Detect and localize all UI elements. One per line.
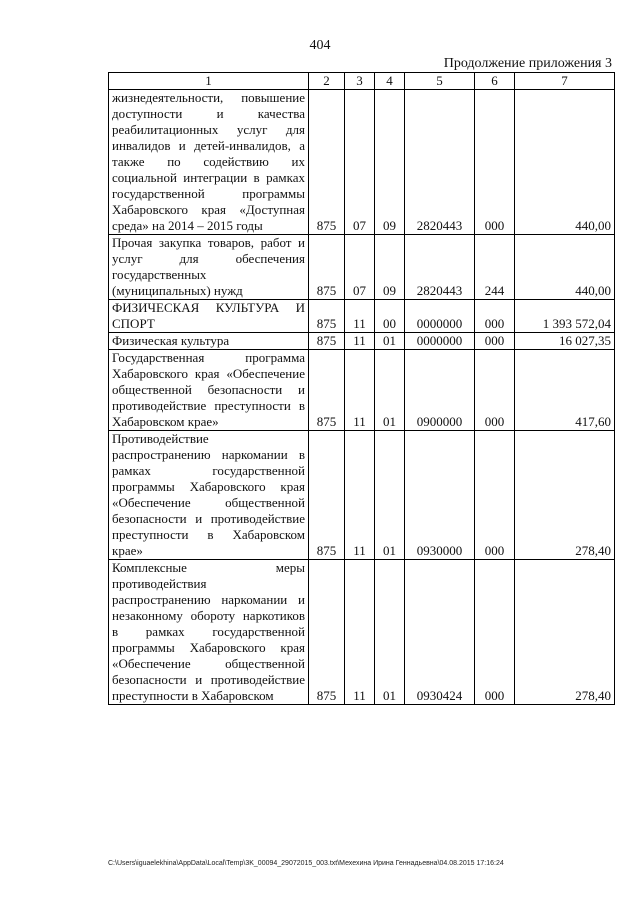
cell-expense-type: 000 bbox=[475, 350, 515, 431]
cell-section: 11 bbox=[345, 431, 375, 560]
cell-section: 07 bbox=[345, 90, 375, 235]
header-row bbox=[109, 73, 615, 90]
table-row bbox=[109, 300, 615, 333]
cell-sum: 440,00 bbox=[515, 235, 615, 300]
cell-target-code: 0930000 bbox=[405, 431, 475, 560]
cell-sum: 440,00 bbox=[515, 90, 615, 235]
row-name: жизнедеятельности, повышение доступности и качества реабилитационных услуг для инвалидов и детей-инвалидов, а также по содействию их социальной интеграции в рамках государственной программы Хабаровского края «Доступная среда» на 2014 – 2015 годы bbox=[109, 90, 309, 235]
page-number: 404 bbox=[309, 38, 331, 53]
row-name: Комплексные меры противодействия распространению наркомании и незаконному обороту наркотиков в рамках государственной программы Хабаровского края «Обеспечение общественной безопасности и противодействие преступности в Хабаровском bbox=[109, 560, 309, 705]
cell-section: 11 bbox=[345, 560, 375, 705]
column-header: 6 bbox=[475, 73, 515, 90]
table-row bbox=[109, 90, 615, 235]
cell-expense-type: 000 bbox=[475, 90, 515, 235]
cell-subsection: 09 bbox=[375, 90, 405, 235]
cell-grbs: 875 bbox=[309, 350, 345, 431]
cell-section: 11 bbox=[345, 333, 375, 350]
row-name: Физическая культура bbox=[109, 333, 309, 350]
cell-expense-type: 000 bbox=[475, 560, 515, 705]
cell-subsection: 00 bbox=[375, 300, 405, 333]
cell-subsection: 09 bbox=[375, 235, 405, 300]
row-name: ФИЗИЧЕСКАЯ КУЛЬТУРА И СПОРТ bbox=[109, 300, 309, 333]
cell-target-code: 0900000 bbox=[405, 350, 475, 431]
column-header: 4 bbox=[375, 73, 405, 90]
cell-target-code: 2820443 bbox=[405, 235, 475, 300]
cell-target-code: 0930424 bbox=[405, 560, 475, 705]
cell-grbs: 875 bbox=[309, 431, 345, 560]
cell-sum: 417,60 bbox=[515, 350, 615, 431]
cell-grbs: 875 bbox=[309, 235, 345, 300]
cell-section: 07 bbox=[345, 235, 375, 300]
cell-sum: 16 027,35 bbox=[515, 333, 615, 350]
continuation-label: Продолжение приложения 3 bbox=[443, 56, 612, 71]
row-name: Противодействие распространению наркомании в рамках государственной программы Хабаровского края «Обеспечение общественной безопасности и противодействие преступности в Хабаровском крае» bbox=[109, 431, 309, 560]
cell-sum: 278,40 bbox=[515, 431, 615, 560]
column-header: 5 bbox=[405, 73, 475, 90]
cell-sum: 278,40 bbox=[515, 560, 615, 705]
cell-sum: 1 393 572,04 bbox=[515, 300, 615, 333]
cell-subsection: 01 bbox=[375, 431, 405, 560]
row-name: Государственная программа Хабаровского края «Обеспечение общественной безопасности и противодействие преступности в Хабаровском крае» bbox=[109, 350, 309, 431]
file-path-footer: C:\Users\iguaelekhina\AppData\Local\Temp\3K_00094_29072015_003.txt\Мехехина Ирина Геннадьевна\04.08.2015 17:16:24 bbox=[108, 860, 504, 867]
table-row bbox=[109, 333, 615, 350]
cell-grbs: 875 bbox=[309, 300, 345, 333]
column-header: 2 bbox=[309, 73, 345, 90]
cell-subsection: 01 bbox=[375, 350, 405, 431]
cell-expense-type: 244 bbox=[475, 235, 515, 300]
column-header: 3 bbox=[345, 73, 375, 90]
cell-expense-type: 000 bbox=[475, 300, 515, 333]
budget-table bbox=[108, 72, 615, 705]
cell-subsection: 01 bbox=[375, 560, 405, 705]
cell-expense-type: 000 bbox=[475, 333, 515, 350]
table-row bbox=[109, 431, 615, 560]
cell-target-code: 2820443 bbox=[405, 90, 475, 235]
table-row bbox=[109, 235, 615, 300]
cell-section: 11 bbox=[345, 350, 375, 431]
row-name: Прочая закупка товаров, работ и услуг для обеспечения государственных (муниципальных) нужд bbox=[109, 235, 309, 300]
cell-subsection: 01 bbox=[375, 333, 405, 350]
cell-target-code: 0000000 bbox=[405, 300, 475, 333]
column-header: 1 bbox=[109, 73, 309, 90]
cell-expense-type: 000 bbox=[475, 431, 515, 560]
cell-target-code: 0000000 bbox=[405, 333, 475, 350]
table-row bbox=[109, 350, 615, 431]
column-header: 7 bbox=[515, 73, 615, 90]
cell-grbs: 875 bbox=[309, 90, 345, 235]
table-row bbox=[109, 560, 615, 705]
cell-grbs: 875 bbox=[309, 560, 345, 705]
cell-section: 11 bbox=[345, 300, 375, 333]
cell-grbs: 875 bbox=[309, 333, 345, 350]
